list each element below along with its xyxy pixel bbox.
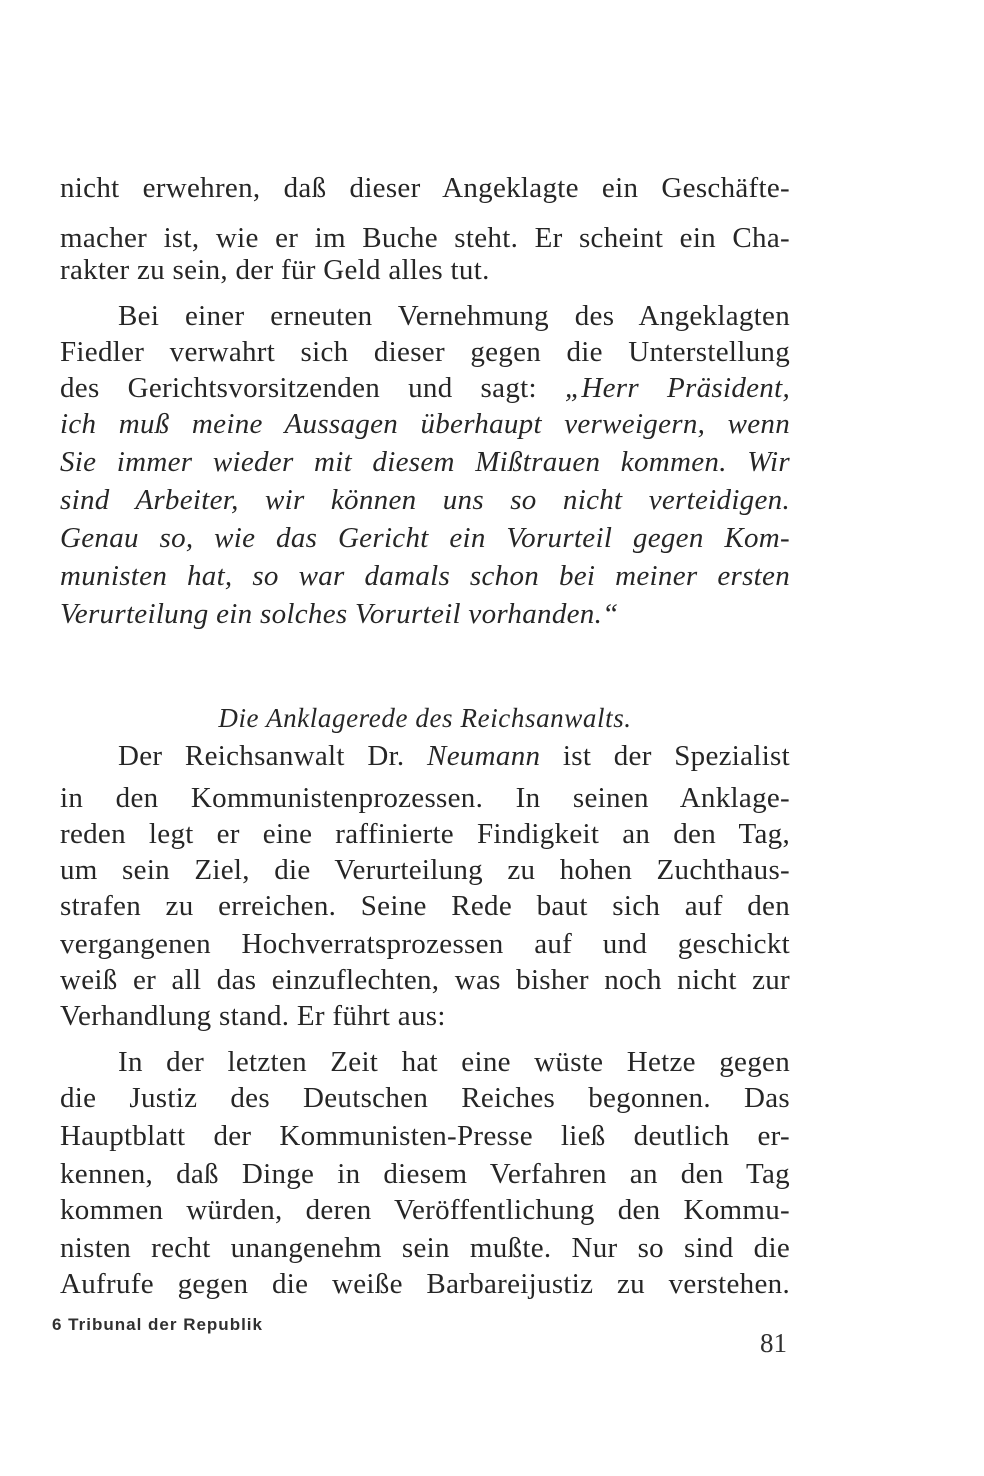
quote-line: Genau so, wie das Gericht ein Vorurteil gegen Kom- bbox=[60, 522, 790, 554]
text-line bbox=[60, 370, 790, 406]
text-fragment: des Gerichtsvorsitzenden und sagt: bbox=[60, 372, 565, 404]
quote-line: ich muß meine Aussagen überhaupt verweigern, wenn bbox=[60, 408, 790, 440]
text-line: macher ist, wie er im Buche steht. Er scheint ein Cha- bbox=[60, 222, 790, 254]
text-line: kommen würden, deren Veröffentlichung den Kommu- bbox=[60, 1194, 790, 1226]
text-line: weiß er all das einzuflechten, was bisher noch nicht zur bbox=[60, 964, 790, 996]
text-line: strafen zu erreichen. Seine Rede baut sich auf den bbox=[60, 890, 790, 922]
quote-line: munisten hat, so war damals schon bei meiner ersten bbox=[60, 560, 790, 592]
text-line: In der letzten Zeit hat eine wüste Hetze gegen bbox=[118, 1046, 790, 1078]
text-line: um sein Ziel, die Verurteilung zu hohen Zuchthaus- bbox=[60, 854, 790, 886]
text-line: kennen, daß Dinge in diesem Verfahren an den Tag bbox=[60, 1158, 790, 1190]
text-line: rakter zu sein, der für Geld alles tut. bbox=[60, 254, 490, 286]
text-fragment: Der Reichsanwalt Dr. bbox=[118, 740, 428, 772]
quote-fragment: „Herr Präsident, bbox=[564, 372, 791, 404]
text-line: die Justiz des Deutschen Reiches begonnen. Das bbox=[60, 1082, 790, 1114]
quote-line: sind Arbeiter, wir können uns so nicht verteidigen. bbox=[60, 484, 790, 516]
text-line: reden legt er eine raffinierte Findigkeit an den Tag, bbox=[60, 818, 790, 850]
text-line bbox=[118, 738, 790, 774]
section-heading: Die Anklagerede des Reichsanwalts. bbox=[218, 703, 632, 733]
text-line: Fiedler verwahrt sich dieser gegen die Unterstellung bbox=[60, 336, 790, 368]
text-fragment: ist der Spezialist bbox=[540, 740, 790, 772]
person-name: Neumann bbox=[427, 740, 541, 772]
page-number: 81 bbox=[760, 1328, 787, 1358]
printer-signature: 6 Tribunal der Republik bbox=[52, 1315, 263, 1334]
text-line: vergangenen Hochverratsprozessen auf und geschickt bbox=[60, 928, 790, 960]
text-line: nicht erwehren, daß dieser Angeklagte ein Geschäfte- bbox=[60, 172, 790, 204]
text-line: Aufrufe gegen die weiße Barbareijustiz zu verstehen. bbox=[60, 1268, 790, 1300]
quote-line: Verurteilung ein solches Vorurteil vorhanden.“ bbox=[60, 598, 619, 630]
text-line: Verhandlung stand. Er führt aus: bbox=[60, 1000, 446, 1032]
quote-line: Sie immer wieder mit diesem Mißtrauen kommen. Wir bbox=[60, 446, 790, 478]
text-line: in den Kommunistenprozessen. In seinen Anklage- bbox=[60, 782, 790, 814]
text-line: Bei einer erneuten Vernehmung des Angeklagten bbox=[118, 300, 790, 332]
text-line: nisten recht unangenehm sein mußte. Nur so sind die bbox=[60, 1232, 790, 1264]
text-line: Hauptblatt der Kommunisten-Presse ließ deutlich er- bbox=[60, 1120, 790, 1152]
